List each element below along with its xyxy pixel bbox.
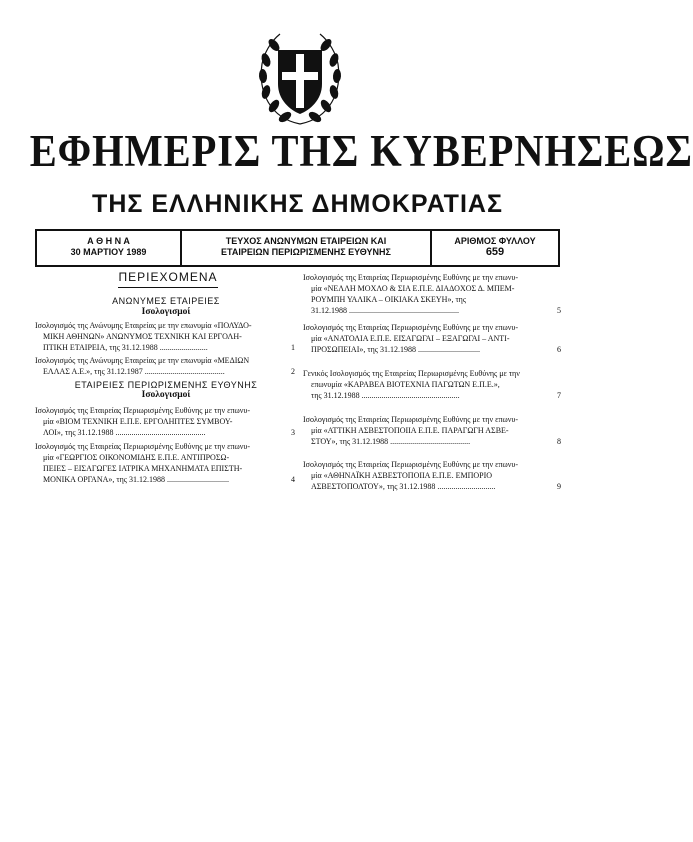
toc-entry[interactable] <box>35 405 295 438</box>
coat-of-arms-emblem <box>252 20 348 130</box>
section-title-sa: ΑΝΩΝΥΜΕΣ ΕΤΑΙΡΕΙΕΣ <box>112 296 220 306</box>
gazette-title: ΕΦΗΜΕΡΙΣ ΤΗΣ ΚΥΒΕΡΝΗΣΕΩΣ <box>29 126 693 176</box>
toc-heading: ΠΕΡΙΕΧΟΜΕΝΑ <box>118 270 218 284</box>
toc-entry-line: ΠΕΙΕΣ – ΕΙΣΑΓΩΓΕΣ ΙΑΤΡΙΚΑ ΜΗΧΑΝΗΜΑΤΑ ΕΠΙΣΤΗ- <box>43 464 243 473</box>
toc-page-number: 9 <box>557 482 561 491</box>
sheet-number: 659 <box>485 246 505 258</box>
toc-page-number: 2 <box>291 367 295 376</box>
toc-entry-line: μία «ΑΘΗΝΑΪΚΗ ΑΣΒΕΣΤΟΠΟΙΙΑ Ε.Π.Ε. ΕΜΠΟΡΙΟ <box>311 471 493 480</box>
toc-entry[interactable] <box>35 441 295 485</box>
toc-entry-line: Ισολογισμός της Εταιρείας Περιωρισμένης Ευθύνης με την επωνυ- <box>303 415 518 424</box>
section-subtitle-ltd: Ισολογισμοί <box>141 390 191 400</box>
issue-type-cell <box>182 231 432 265</box>
toc-entry-line: ΕΛΛΑΣ Α.Ε.», της 31.12.1987 ........................................ <box>43 367 225 376</box>
sheet-number-cell <box>432 231 558 265</box>
toc-entry-line: Ισολογισμός της Εταιρείας Περιωρισμένης Ευθύνης με την επωνυ- <box>35 442 250 451</box>
section-subtitle-sa: Ισολογισμοί <box>141 307 191 317</box>
toc-page-number: 5 <box>557 306 561 315</box>
toc-page-number: 7 <box>557 391 561 400</box>
toc-entry-line: Ισολογισμός της Ανώνυμης Εταιρείας με την επωνυμία «ΜΕΔΙΩΝ <box>35 356 250 365</box>
toc-entry-line: επωνυμία «ΚΑΡΑΒΕΑ ΒΙΟΤΕΧΝΙΑ ΠΑΓΩΤΩΝ Ε.Π.Ε.», <box>311 380 500 389</box>
toc-entry-line: ΜΟΝΙΚΑ ΟΡΓΑΝΑ», της 31.12.1988 ............................... <box>43 475 229 484</box>
toc-page-number: 1 <box>291 343 295 352</box>
issue-type-line-1: ΤΕΥΧΟΣ ΑΝΩΝΥΜΩΝ ΕΤΑΙΡΕΙΩΝ ΚΑΙ <box>225 236 387 246</box>
toc-page-number: 8 <box>557 437 561 446</box>
toc-entry[interactable] <box>303 459 561 492</box>
toc-entry-line: ΠΡΟΣΩΠΕΙΑΙ», της 31.12.1988 ............................... <box>311 345 480 354</box>
toc-entry-line: ΣΤΟΥ», της 31.12.1988 ........................................ <box>311 437 471 446</box>
toc-entry[interactable] <box>303 322 561 355</box>
issue-info-box <box>35 229 560 267</box>
toc-entry-line: ΛΟΙ», της 31.12.1988 ............................................. <box>43 428 206 437</box>
city-label: Α Θ Η Ν Α <box>87 236 130 246</box>
toc-entry-line: ΠΤΙΚΗ ΕΤΑΙΡΕΙΑ, της 31.12.1988 ........................ <box>43 343 208 352</box>
toc-entry-line: Γενικός Ισολογισμός της Εταιρείας Περιωρισμένης Ευθύνης με την <box>303 369 520 378</box>
toc-entry-line: μία «ΒΙΟΜ ΤΕΧΝΙΚΗ Ε.Π.Ε. ΕΡΓΟΛΗΠΤΕΣ ΣΥΜΒΟΥ- <box>43 417 233 426</box>
toc-entry-line: μία «ΝΕΛΛΗ ΜΟΧΛΟ & ΣΙΑ Ε.Π.Ε. ΔΙΑΔΟΧΟΣ Δ. ΜΠΕΜ- <box>311 284 515 293</box>
toc-entry-line: Ισολογισμός της Εταιρείας Περιωρισμένης Ευθύνης με την επωνυ- <box>303 273 518 282</box>
toc-page-number: 3 <box>291 428 295 437</box>
city-date-cell <box>37 231 182 265</box>
toc-entry[interactable] <box>35 355 295 377</box>
toc-entry-line: Ισολογισμός της Εταιρείας Περιωρισμένης Ευθύνης με την επωνυ- <box>303 323 518 332</box>
toc-entry-line: Ισολογισμός της Εταιρείας Περιωρισμένης Ευθύνης με την επωνυ- <box>303 460 518 469</box>
issue-date: 30 ΜΑΡΤΙΟΥ 1989 <box>70 247 147 257</box>
toc-entry-line: ΡΟΥΜΠΗ ΥΑΛΙΚΑ – ΟΙΚΙΑΚΑ ΣΚΕΥΗ», της <box>311 295 467 304</box>
toc-entry[interactable] <box>303 368 561 401</box>
toc-entry-line: ΑΣΒΕΣΤΟΠΟΛΤΟΥ», της 31.12.1988 ............................. <box>311 482 496 491</box>
toc-entry-line: Ισολογισμός της Ανώνυμης Εταιρείας με την επωνυμία «ΠΟΛΥΔΟ- <box>35 321 252 330</box>
toc-entry-line: ΜΙΚΗ ΑΘΗΝΩΝ» ΑΝΩΝΥΜΟΣ ΤΕΧΝΙΚΗ ΚΑΙ ΕΡΓΟΛΗ- <box>43 332 242 341</box>
toc-page-number: 4 <box>291 475 295 484</box>
toc-entry[interactable] <box>303 272 561 316</box>
toc-page-number: 6 <box>557 345 561 354</box>
toc-entry[interactable] <box>35 320 295 353</box>
toc-entry[interactable] <box>303 414 561 447</box>
toc-entry-line: 31.12.1988 ....................................................... <box>311 306 459 315</box>
toc-entry-line: της 31.12.1988 ................................................. <box>311 391 460 400</box>
sheet-number-label: ΑΡΙΘΜΟΣ ΦΥΛΛΟΥ <box>454 236 536 246</box>
toc-entry-line: μία «ΑΤΤΙΚΗ ΑΣΒΕΣΤΟΠΟΙΙΑ Ε.Π.Ε. ΠΑΡΑΓΩΓΗ ΑΣΒΕ- <box>311 426 509 435</box>
gazette-subtitle: ΤΗΣ ΕΛΛΗΝΙΚΗΣ ΔΗΜΟΚΡΑΤΙΑΣ <box>92 190 503 218</box>
toc-entry-line: μία «ΑΝΑΤΟΛΙΑ Ε.Π.Ε. ΕΙΣΑΓΩΓΑΙ – ΕΞΑΓΩΓΑΙ – ΑΝΤΙ- <box>311 334 510 343</box>
toc-entry-line: μία «ΓΕΩΡΓΙΟΣ ΟΙΚΟΝΟΜΙΔΗΣ Ε.Π.Ε. ΑΝΤΙΠΡΟΣΩ- <box>43 453 230 462</box>
toc-entry-line: Ισολογισμός της Εταιρείας Περιωρισμένης Ευθύνης με την επωνυ- <box>35 406 250 415</box>
issue-type-line-2: ΕΤΑΙΡΕΙΩΝ ΠΕΡΙΩΡΙΣΜΕΝΗΣ ΕΥΘΥΝΗΣ <box>221 247 391 257</box>
toc-heading-divider <box>118 287 218 288</box>
section-title-ltd: ΕΤΑΙΡΕΙΕΣ ΠΕΡΙΩΡΙΣΜΕΝΗΣ ΕΥΘΥΝΗΣ <box>74 380 258 390</box>
